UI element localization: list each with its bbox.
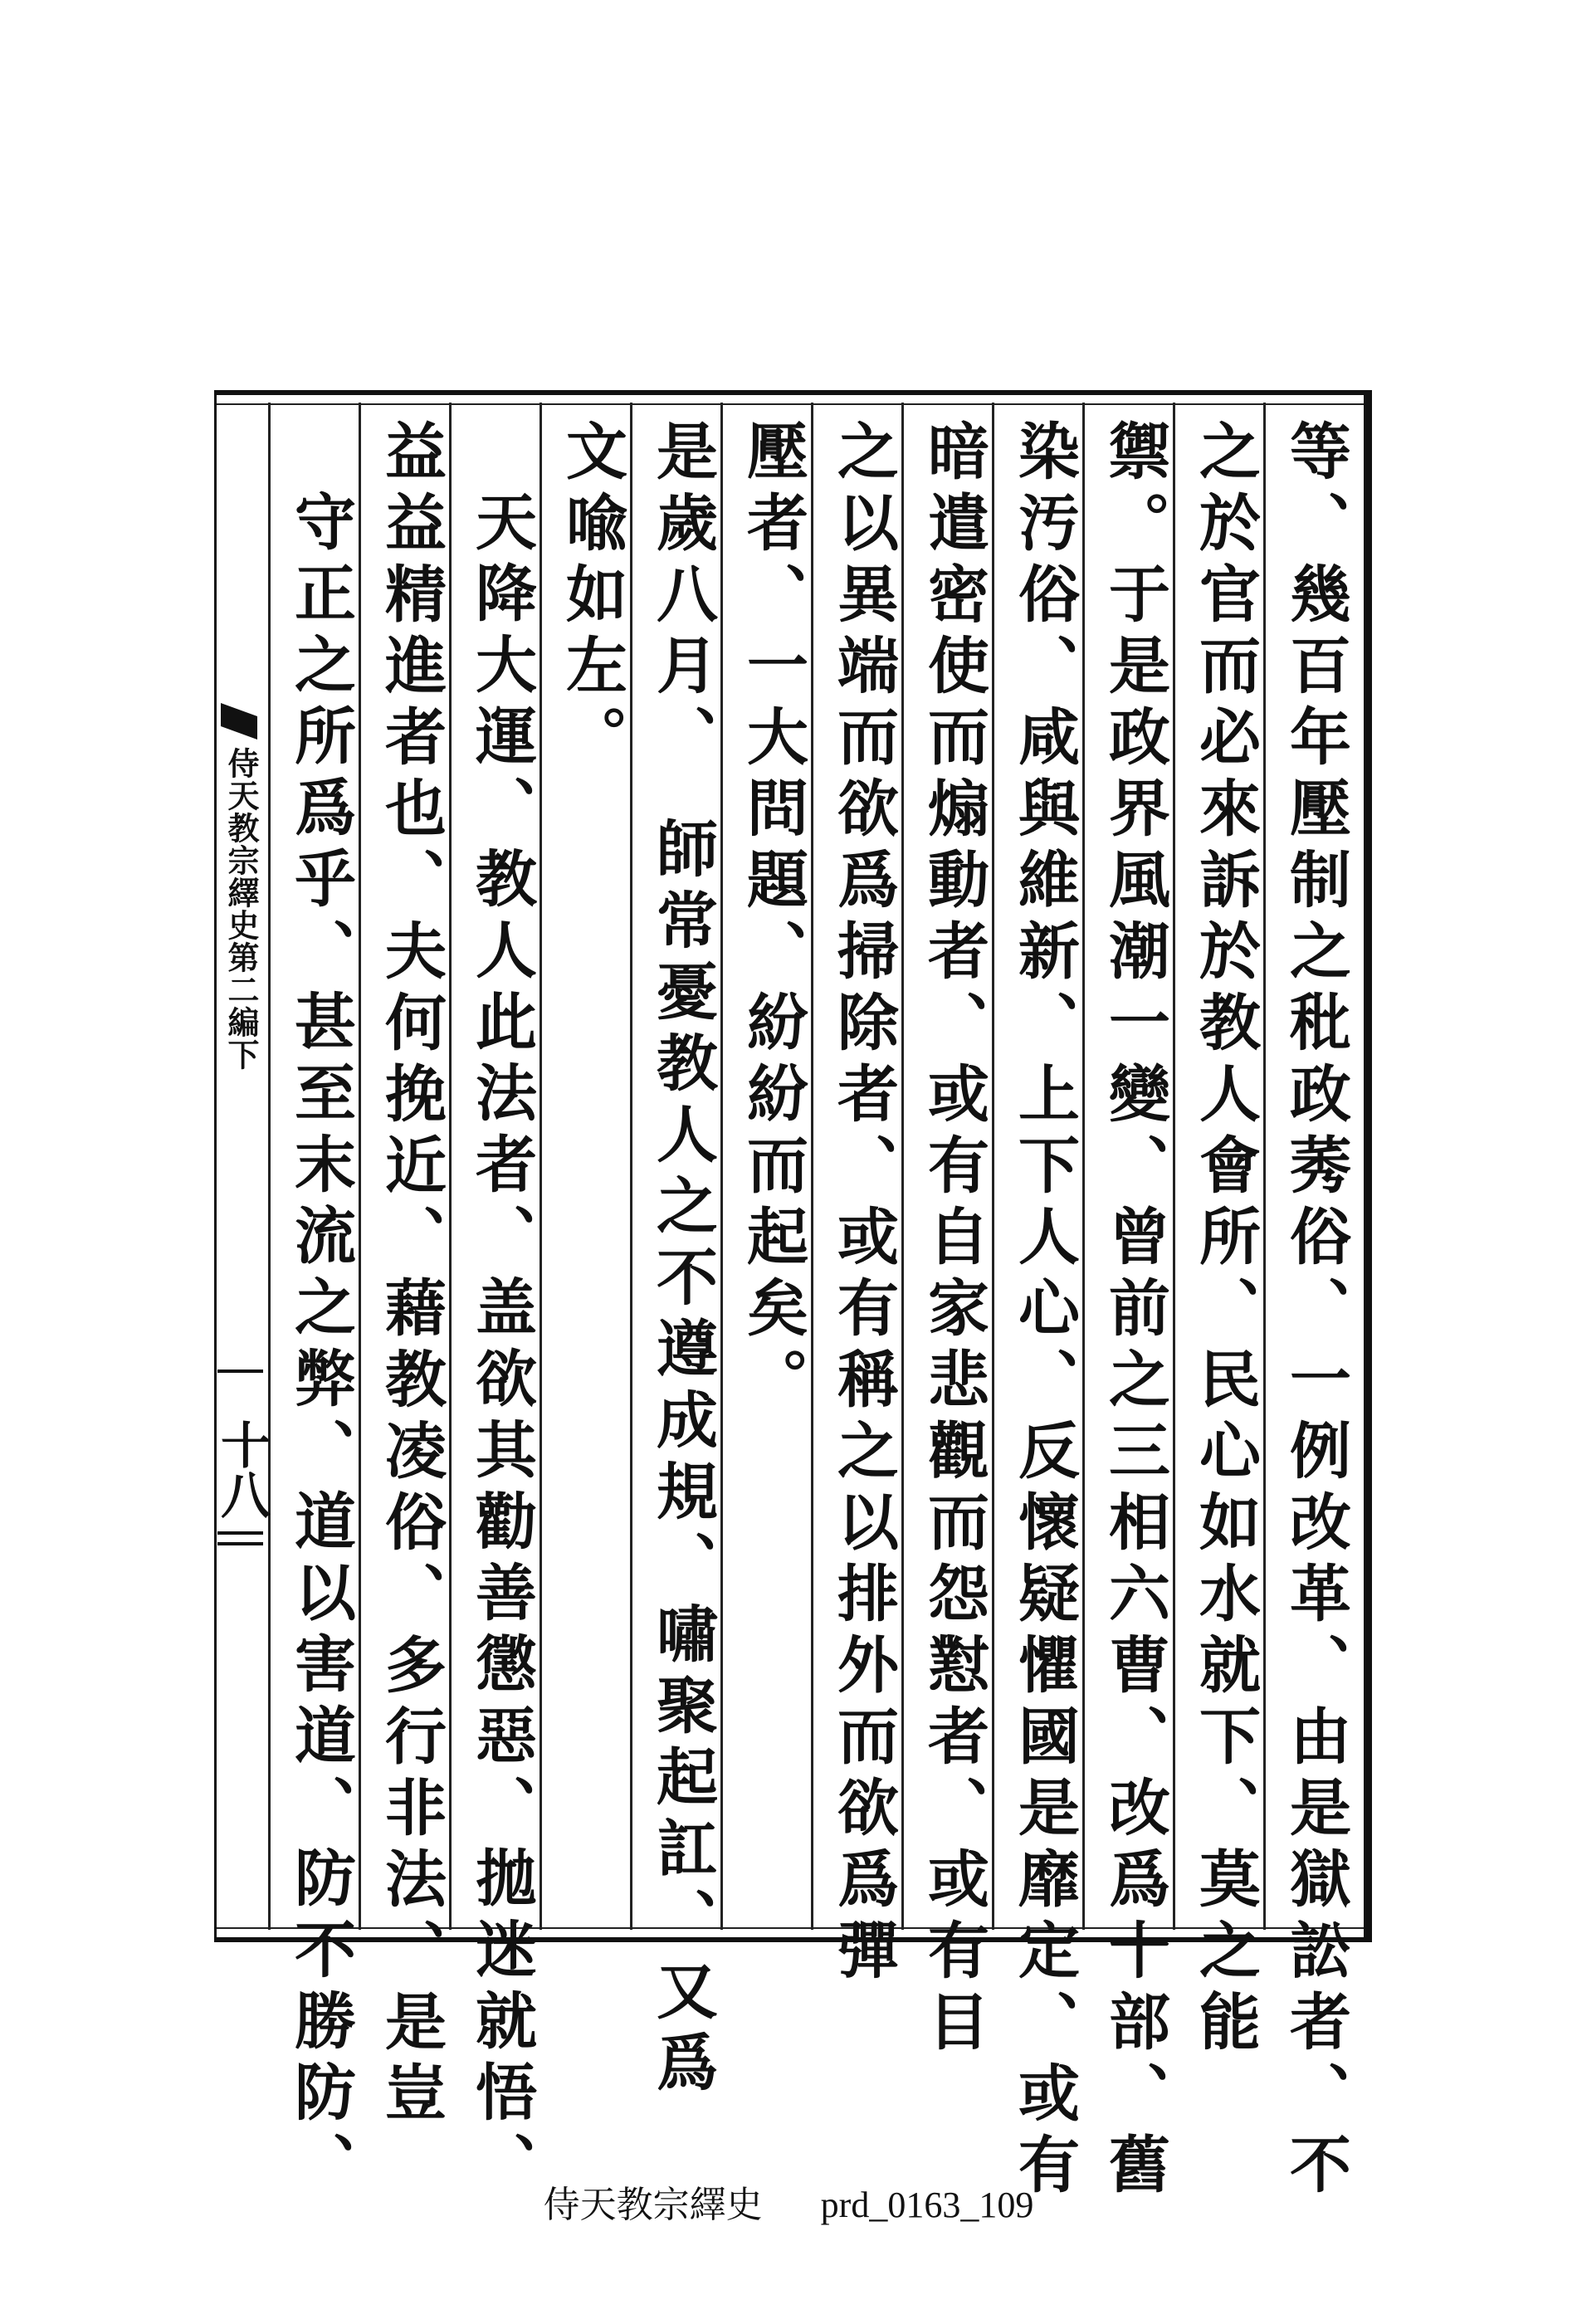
text-column: 天降大運、教人此法者、盖欲其勸善懲惡、拋迷就悟、 bbox=[466, 490, 537, 2203]
text-column: 益益精進者也、夫何挽近、藉教凌俗、多行非法、是豈 bbox=[375, 419, 447, 2132]
text-column: 之於官而必來訴於教人會所、民心如水就下、莫之能 bbox=[1189, 419, 1261, 2061]
text-column: 是歲八月、 師常憂教人之不遵成規、嘯聚起訌、又爲 bbox=[647, 419, 718, 2102]
column-rule bbox=[720, 403, 723, 1930]
column-rule bbox=[1082, 403, 1085, 1930]
column-rule bbox=[811, 403, 813, 1930]
margin-strip bbox=[212, 390, 271, 1942]
text-column: 禦。于是政界風潮一變、曾前之三相六曹、改爲十部、舊 bbox=[1099, 419, 1170, 2204]
text-column: 暗遣密使而煽動者、或有自家悲觀而怨懟者、或有目 bbox=[918, 419, 989, 2061]
margin-tick bbox=[217, 1542, 263, 1545]
text-column: 守正之所爲乎、甚至末流之弊、道以害道、防不勝防、 bbox=[285, 490, 356, 2203]
book-title-margin: 侍天教宗繹史第二編下 bbox=[222, 747, 260, 1071]
margin-tick bbox=[217, 1370, 263, 1373]
text-column: 之以異端而欲爲掃除者、或有稱之以排外而欲爲彈 bbox=[828, 419, 899, 1990]
column-rule bbox=[268, 403, 271, 1930]
text-column: 壓者、一大問題、紛紛而起矣。 bbox=[737, 419, 808, 1418]
column-rule bbox=[1263, 403, 1266, 1930]
page-number-margin: 十八 bbox=[212, 1419, 271, 1519]
column-rule bbox=[540, 403, 542, 1930]
text-column: 文喩如左。 bbox=[556, 419, 627, 776]
column-rule bbox=[449, 403, 452, 1930]
margin-tick bbox=[217, 1531, 263, 1535]
footer bbox=[0, 2175, 1577, 2228]
column-rule bbox=[1173, 403, 1175, 1930]
column-rule bbox=[630, 403, 632, 1930]
column-rule bbox=[992, 403, 994, 1930]
footer-title: 侍天教宗繹史 bbox=[543, 2185, 763, 2225]
text-column: 染汚俗、咸與維新、上下人心、反懷疑懼國是靡定、或有 bbox=[1008, 419, 1080, 2204]
column-rule bbox=[359, 403, 361, 1930]
text-column: 等、幾百年壓制之秕政莠俗、一例改革、由是獄訟者、不 bbox=[1280, 419, 1351, 2204]
column-rule bbox=[901, 403, 904, 1930]
footer-id: prd_0163_109 bbox=[820, 2185, 1034, 2225]
